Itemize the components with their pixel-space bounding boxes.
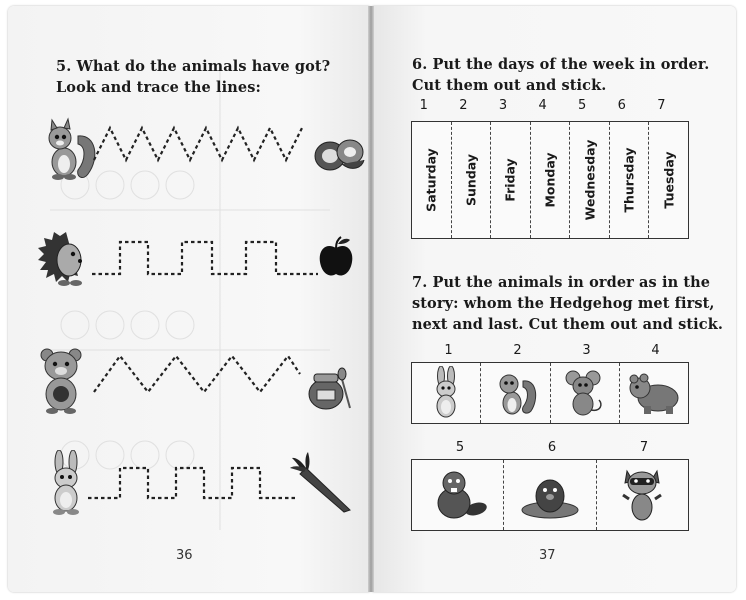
day-label: Saturday bbox=[423, 148, 439, 212]
task5-heading bbox=[56, 56, 330, 98]
animal-number: 2 bbox=[513, 343, 522, 358]
trace-line-square-wave-2 bbox=[86, 462, 300, 506]
task7-heading-line3: next and last. Cut them out and stick. bbox=[412, 316, 724, 333]
day-label: Sunday bbox=[463, 154, 479, 206]
day-label: Friday bbox=[502, 158, 518, 202]
beaver-icon bbox=[428, 467, 488, 523]
animal-number: 1 bbox=[444, 343, 453, 358]
trace-line-zigzag-small bbox=[92, 122, 304, 166]
day-card[interactable] bbox=[491, 122, 531, 238]
day-card[interactable] bbox=[531, 122, 571, 238]
day-label: Wednesday bbox=[582, 139, 598, 221]
animal-card[interactable] bbox=[412, 363, 481, 423]
task7-heading bbox=[412, 272, 723, 335]
honey-pot-icon bbox=[306, 366, 356, 412]
hare-icon bbox=[431, 366, 461, 420]
animal-number: 3 bbox=[582, 343, 591, 358]
animal-card[interactable] bbox=[620, 363, 688, 423]
animal-number: 4 bbox=[651, 343, 660, 358]
day-number-row bbox=[404, 98, 682, 113]
day-card[interactable] bbox=[610, 122, 650, 238]
animal-number: 6 bbox=[547, 440, 557, 455]
day-label: Monday bbox=[542, 152, 558, 208]
bear-icon bbox=[38, 346, 88, 416]
days-cutout-strip bbox=[411, 121, 689, 239]
day-number: 7 bbox=[657, 98, 666, 113]
right-page-number: 37 bbox=[539, 548, 556, 563]
animal-cutout-strip-2 bbox=[411, 459, 689, 531]
day-card[interactable] bbox=[570, 122, 610, 238]
animal-card[interactable] bbox=[481, 363, 550, 423]
left-page-number: 36 bbox=[176, 548, 193, 563]
day-label: Tuesday bbox=[661, 151, 677, 209]
day-number: 5 bbox=[578, 98, 587, 113]
day-number: 6 bbox=[617, 98, 626, 113]
task7-heading-line1: 7. Put the animals in order as in the bbox=[412, 274, 711, 291]
hedgehog-icon bbox=[36, 228, 86, 288]
hare-icon bbox=[46, 450, 86, 516]
animal-card[interactable] bbox=[597, 460, 688, 530]
animal-number: 7 bbox=[639, 440, 649, 455]
mole-icon bbox=[519, 470, 581, 520]
task5-heading-line1: 5. What do the animals have got? bbox=[56, 58, 331, 75]
animal-card[interactable] bbox=[504, 460, 596, 530]
animal-cutout-strip-1 bbox=[411, 362, 689, 424]
squirrel-icon bbox=[493, 367, 537, 419]
task5-heading-line2: Look and trace the lines: bbox=[56, 79, 261, 96]
task6-heading-line2: Cut them out and stick. bbox=[412, 77, 607, 94]
animal-number-row-1 bbox=[414, 343, 690, 358]
animal-number: 5 bbox=[455, 440, 465, 455]
bear-icon bbox=[628, 370, 680, 416]
animal-card[interactable] bbox=[551, 363, 620, 423]
task7-heading-line2: story: whom the Hedgehog met first, bbox=[412, 295, 715, 312]
book-spine bbox=[368, 6, 374, 592]
day-number: 4 bbox=[538, 98, 547, 113]
day-number: 3 bbox=[498, 98, 508, 113]
nuts-icon bbox=[312, 134, 368, 174]
day-number: 1 bbox=[419, 98, 428, 113]
day-card[interactable] bbox=[452, 122, 492, 238]
trace-line-zigzag-large bbox=[92, 352, 302, 398]
squirrel-icon bbox=[38, 116, 96, 182]
raccoon-icon bbox=[621, 465, 663, 525]
day-card[interactable] bbox=[649, 122, 688, 238]
mouse-icon bbox=[565, 368, 605, 418]
carrot-icon bbox=[290, 452, 354, 516]
task6-heading-line1: 6. Put the days of the week in order. bbox=[412, 56, 710, 73]
day-label: Thursday bbox=[621, 147, 637, 213]
day-card[interactable] bbox=[412, 122, 452, 238]
trace-line-square-wave-1 bbox=[90, 238, 320, 280]
task6-heading bbox=[412, 54, 709, 96]
animal-card[interactable] bbox=[412, 460, 504, 530]
animal-number-row-2 bbox=[414, 440, 690, 455]
apple-icon bbox=[318, 236, 354, 280]
day-number: 2 bbox=[459, 98, 468, 113]
